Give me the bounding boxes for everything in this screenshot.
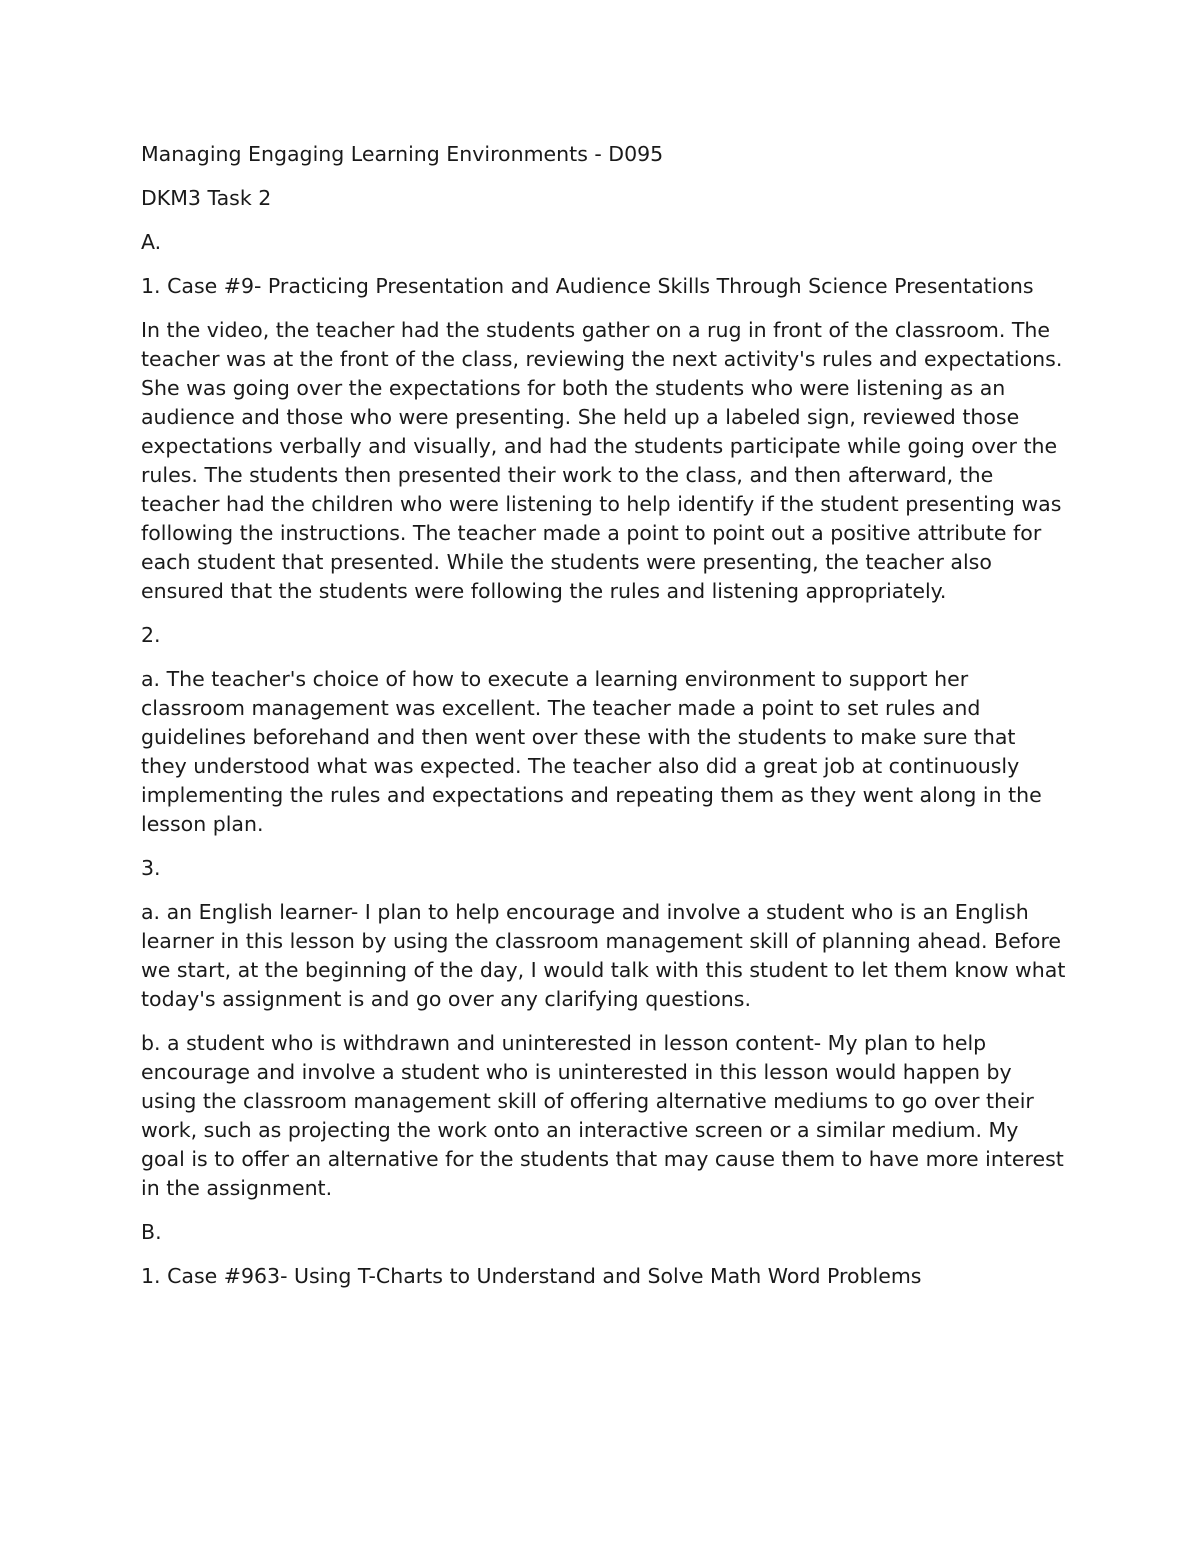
section-b-label: B.	[141, 1220, 162, 1244]
task-label: DKM3 Task 2	[141, 186, 272, 210]
item-3b-paragraph: b. a student who is withdrawn and uninterested in lesson content- My plan to help encourage and involve a student who is uninterested in this lesson would happen by using the classroom management skill of offering alternative mediums to go over their work, such as projecting the work onto an interactive screen or a similar medium. My goal is to offer an alternative for the students that may cause them to have more interest in the assignment.	[141, 1031, 1064, 1200]
item-3a-paragraph: a. an English learner- I plan to help encourage and involve a student who is an English learner in this lesson by using the classroom management skill of planning ahead. Before we start, at the beginning of the day, I would talk with this student to let them know what today's assignment is and go over any clarifying questions.	[141, 900, 1066, 1011]
case-a1-heading: 1. Case #9- Practicing Presentation and Audience Skills Through Science Presentations	[141, 274, 1034, 298]
section-a-label: A.	[141, 230, 162, 254]
case-a1-paragraph: In the video, the teacher had the students gather on a rug in front of the classroom. The teacher was at the front of the class, reviewing the next activity's rules and expectations. She was going over the expectations for both the students who were listening as an audience and those who were presenting. She held up a labeled sign, reviewed those expectations verbally and visually, and had the students participate while going over the rules. The students then presented their work to the class, and then afterward, the teacher had the children who were listening to help identify if the student presenting was following the instructions. The teacher made a point to point out a positive attribute for each student that presented. While the students were presenting, the teacher also ensured that the students were following the rules and listening appropriately.	[141, 318, 1063, 603]
item-2a-paragraph: a. The teacher's choice of how to execute a learning environment to support her classroom management was excellent. The teacher made a point to set rules and guidelines beforehand and then went over these with the students to make sure that they understood what was expected. The teacher also did a great job at continuously implementing the rules and expectations and repeating them as they went along in the lesson plan.	[141, 667, 1042, 836]
document-title: Managing Engaging Learning Environments - D095	[141, 142, 664, 166]
item-3-label: 3.	[141, 856, 161, 880]
case-b1-heading: 1. Case #963- Using T-Charts to Understand and Solve Math Word Problems	[141, 1264, 922, 1288]
document-body	[141, 140, 1066, 1306]
item-2-label: 2.	[141, 623, 161, 647]
